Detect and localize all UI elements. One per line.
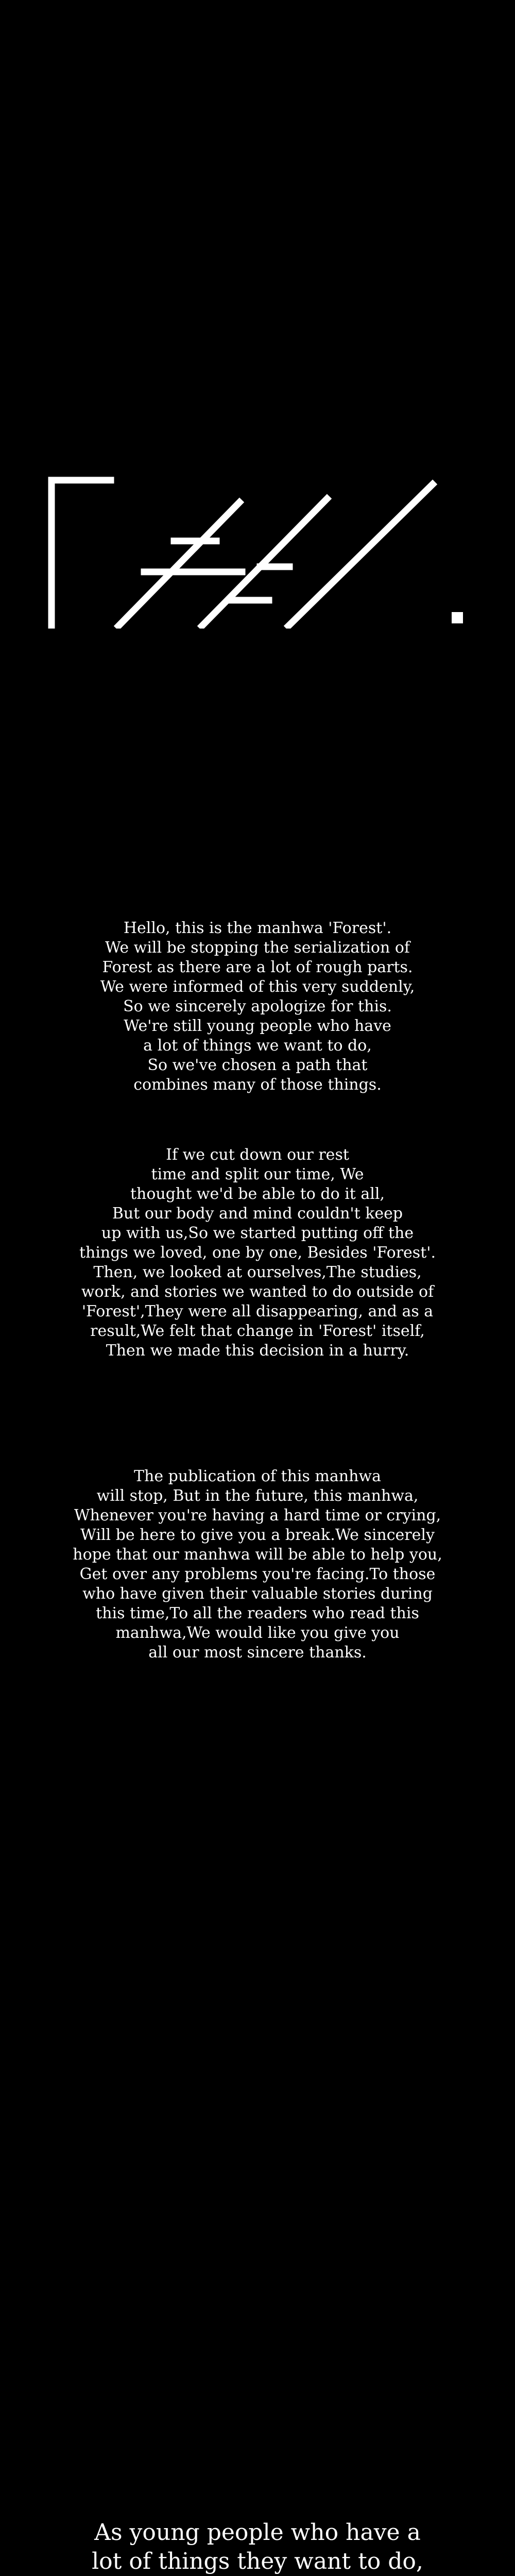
closing-message	[0, 2518, 515, 2576]
notice-paragraph-1	[0, 919, 515, 1095]
text-line: We will be stopping the serialization of	[105, 939, 410, 957]
text-line: Then we made this decision in a hurry.	[106, 1342, 409, 1360]
logo-period-dot	[452, 612, 463, 623]
text-line: Forest as there are a lot of rough parts.	[102, 958, 413, 976]
text-line: time and split our time, We	[151, 1165, 364, 1183]
closing-line: lot of things they want to do,	[92, 2548, 423, 2574]
logo-diagonal-stroke	[288, 484, 433, 626]
notice-paragraph-2	[0, 1145, 515, 1361]
text-line: hope that our manhwa will be able to help you,	[73, 1546, 442, 1564]
text-line: things we loved, one by one, Besides 'Forest'.	[79, 1244, 436, 1262]
text-line: 'Forest',They were all disappearing, and as a	[81, 1302, 434, 1320]
text-line: Whenever you're having a hard time or crying,	[74, 1506, 441, 1524]
text-line: will stop, But in the future, this manhwa,	[96, 1487, 419, 1505]
text-line: So we sincerely apologize for this.	[123, 997, 392, 1015]
logo-bracket-stroke	[52, 480, 111, 626]
text-line: Will be here to give you a break.We sincerely	[80, 1526, 435, 1544]
text-line: We were informed of this very suddenly,	[100, 978, 415, 996]
text-line: But our body and mind couldn't keep	[112, 1205, 403, 1223]
text-line: this time,To all the readers who read this	[96, 1604, 419, 1622]
text-line: up with us,So we started putting off the	[101, 1224, 414, 1242]
text-line: manhwa,We would like you give you	[115, 1624, 400, 1642]
text-line: all our most sincere thanks.	[148, 1643, 367, 1662]
text-line: Then, we looked at ourselves,The studies,	[93, 1263, 422, 1281]
closing-line: As young people who have a	[94, 2519, 421, 2546]
text-line: who have given their valuable stories during	[82, 1585, 433, 1603]
text-line: So we've chosen a path that	[147, 1056, 368, 1074]
text-line: Get over any problems you're facing.To those	[79, 1565, 436, 1583]
text-line: result,We felt that change in 'Forest' itself,	[90, 1322, 425, 1340]
text-line: If we cut down our rest	[166, 1146, 349, 1164]
notice-paragraph-3	[0, 1467, 515, 1663]
text-line: thought we'd be able to do it all,	[130, 1185, 385, 1203]
text-line: We're still young people who have	[124, 1017, 391, 1035]
text-line: work, and stories we wanted to do outside of	[81, 1283, 434, 1301]
text-line: Hello, this is the manhwa 'Forest'.	[123, 919, 392, 937]
text-line: a lot of things we want to do,	[143, 1037, 372, 1055]
forest-logo-icon	[46, 474, 469, 629]
text-line: combines many of those things.	[133, 1076, 382, 1094]
text-line: The publication of this manhwa	[134, 1467, 381, 1485]
